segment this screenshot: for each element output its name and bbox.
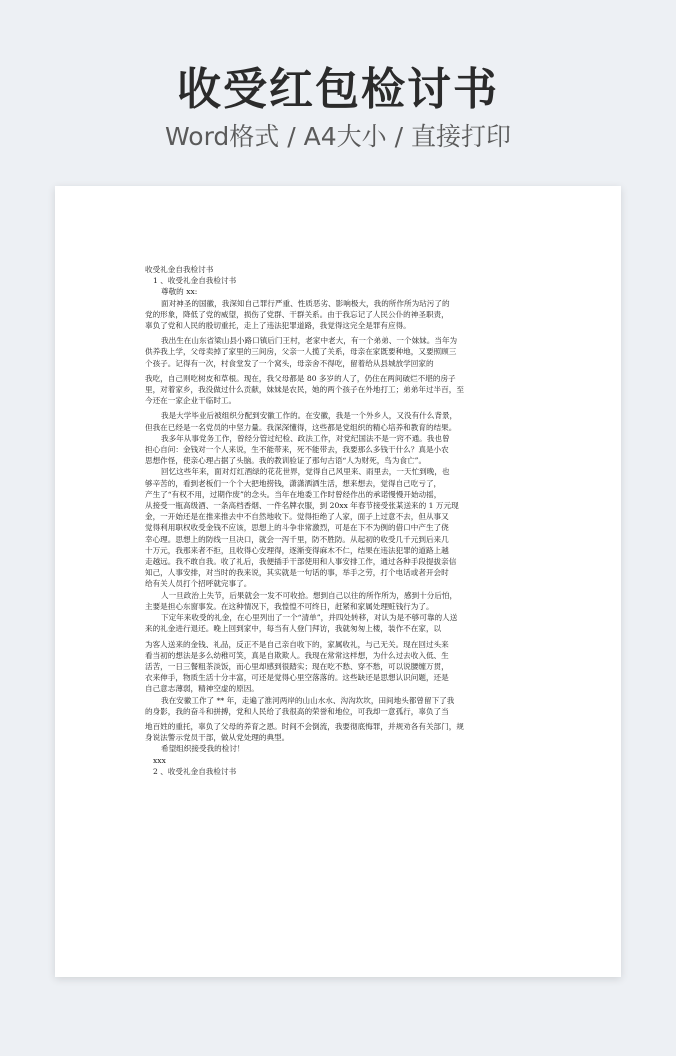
document-line: 1 、收受礼金自我检讨书 (153, 276, 237, 286)
document-line: 十万元，我那来者不拒，且收得心安理得，逐渐变得麻木不仁，结果在违法犯罪的道路上越 (145, 545, 449, 555)
document-line: 为客人送来的金钱、礼品，反正不是自己亲自收下的，家属收礼，与己无关。现在回过头来 (145, 639, 449, 649)
document-line: 尊敬的 xx: (161, 287, 198, 297)
document-line: 知己，人事安排，对当时的我来说，其实就是一句话的事，举手之劳，打个电话或者开会时 (145, 568, 449, 578)
document-line: 身说法警示党员干部，做从党处理的典型。 (145, 733, 290, 743)
document-body (145, 264, 537, 777)
document-line: 我在安徽工作了 ** 年，走遍了淮河两岸的山山水水、沟沟坎坎，田间地头都曾留下了我 (161, 695, 455, 705)
document-page (55, 186, 621, 977)
document-line: 我吃，自己则吃树皮和草根。现在，我父母都是 80 多岁的人了，仍住在两间破烂不堪的房子 (145, 373, 456, 383)
document-line: 产生了“有权不用，过期作废”的念头。当年在地委工作时曾经作出的承诺慢慢开始动摇， (145, 489, 442, 499)
document-line: 衣来伸手，物质生活十分丰富，可还是觉得心里空落落的。这些缺还是思想认识问题，还是 (145, 673, 449, 683)
document-line: 供养我上学，父母卖掉了家里的三间房，父亲一人揽了关系，母亲在家既要种地，又要照顾三 (145, 347, 457, 357)
document-line: 我多年从事党务工作，曾经分管过纪检、政法工作，对党纪国法不是一窍不通。我也曾 (161, 433, 450, 443)
document-line: 担心自问：金钱对一个人来说，生不能带来，死不能带去，我要那么多钱干什么？真是小农 (145, 445, 449, 455)
document-line: 够辛苦的，看到老板们一个个大把地捞钱，潇潇洒洒生活，想来想去，觉得自己吃亏了， (145, 478, 442, 488)
document-line: 来的礼金进行退还。晚上回到家中，每当有人登门拜访，我就匆匆上楼，装作不在家，以 (145, 624, 442, 634)
document-line: 今还在一家企业干临时工。 (145, 396, 237, 406)
document-line: 的身影，我的奋斗和拼搏，党和人民给了我很高的荣誉和地位，可我却一意孤行，辜负了当 (145, 706, 449, 716)
document-line: 回忆这些年来，面对灯红酒绿的花花世界，觉得自己风里来、雨里去，一天忙到晚，也 (161, 467, 450, 477)
document-line: 里，对着家乡，我没做过什么贡献，妹妹是农民，她的两个孩子在外地打工；弟弟年过半百，至 (145, 385, 464, 395)
banner-subtitle: Word格式 / A4大小 / 直接打印 (165, 122, 511, 151)
document-line: 面对神圣的国徽，我深知自己罪行严重、性质恶劣、影响极大，我的所作所为玷污了的 (161, 298, 450, 308)
document-line: 希望组织接受我的检讨！ (161, 744, 245, 754)
document-line: 但我在已经是一名党员的中坚力量。我深深懂得，这些都是党组织的精心培养和教育的结果。 (145, 422, 457, 432)
banner-title: 收受红包检讨书 (177, 64, 499, 115)
document-line: 个孩子。记得有一次，村食堂发了一个窝头，母亲舍不得吃，留着给从县城放学回家的 (145, 358, 434, 368)
document-line: 幸心理。思想上的防线一旦决口，就会一泻千里，防不胜防。从起初的收受几千元到后来几 (145, 534, 449, 544)
document-line: 2 、收受礼金自我检讨书 (153, 766, 237, 776)
document-line: xxx (153, 755, 166, 765)
document-line: 下定年来收受的礼金，在心里列出了一个“清单”，并四处转移，对认为是不够可靠的人送 (161, 613, 458, 623)
document-line: 自己意志薄弱，精神空虚的原因。 (145, 684, 259, 694)
document-line: 收受礼金自我检讨书 (145, 265, 214, 274)
document-line: 地百姓的重托，辜负了父母的养育之恩。时间不会倒流，我要彻底悔罪，并规劝各有关部门，规 (145, 721, 464, 731)
document-line: 金，一开始还是在推来推去中不自然地收下。觉得拒绝了人家，面子上过意不去，但从事又 (145, 512, 449, 522)
document-line: 我出生在山东省梁山县小路口镇后门王村，老家中老大，有一个弟弟、一个妹妹。当年为 (161, 336, 458, 346)
document-line: 活苦，一日三餐粗茶淡饭，而心里却感到很踏实；现在吃不愁、穿不愁，可以说腰缠万贯， (145, 661, 449, 671)
document-line: 走越远。我不敢自我。收了礼后，我便插手干部使用和人事安排工作，通过各种手段提拔亲信 (145, 557, 457, 567)
document-line: 我是大学毕业后被组织分配到安徽工作的。在安徽，我是一个外乡人，又没有什么背景， (161, 411, 458, 421)
document-line: 党的形象，降低了党的威望，损伤了党群、干群关系。由于我忘记了人民公仆的神圣职责， (145, 309, 449, 319)
document-line: 给有关人员打个招呼就完事了。 (145, 579, 252, 589)
document-line: 辜负了党和人民的殷切重托，走上了违法犯罪道路，我觉得这完全是罪有应得。 (145, 321, 411, 331)
document-line: 看当初的想法是多么幼稚可笑，真是自欺欺人。我现在常常这样想，为什么过去收入低、生 (145, 650, 449, 660)
document-line: 觉得利用职权收受金钱不应该，思想上的斗争非常激烈，可是在下不为例的借口中产生了侥 (145, 523, 449, 533)
document-line: 主要是担心东窗事发。在这种情况下，我惶惶不可终日，赶紧和家属处理赃钱行为了。 (145, 601, 434, 611)
document-line: 人一旦政治上失节，后果就会一发不可收拾。想到自己以往的所作所为，感到十分后怕， (161, 590, 458, 600)
document-line: 从接受一瓶高级酒、一条高档香烟、一件名牌衣服，到 20xx 年春节接受张某送来的 1 万元现 (145, 501, 459, 511)
document-line: 思想作怪，使亲心理占据了头脑。我的教训验证了那句古语“人为财死，鸟为食亡”。 (145, 456, 427, 466)
